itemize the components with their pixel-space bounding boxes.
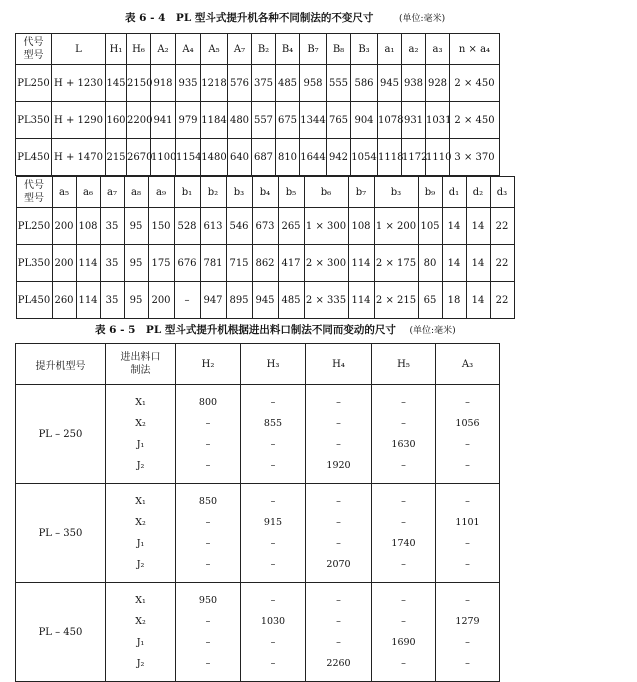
table-row-cell: 715: [226, 245, 252, 282]
table2: [15, 343, 500, 682]
table1-header-row-cell: A₄: [176, 34, 201, 65]
table-row-cell: 1100: [151, 139, 176, 176]
model-cell: PL – 350: [16, 484, 106, 583]
table-row-cell: 105: [418, 208, 442, 245]
table-row-cell: 640: [228, 139, 252, 176]
h2-cell: 950 – – –: [176, 583, 241, 682]
table1-header-row-2: [16, 177, 514, 208]
table1-header-row-cell: H₁: [106, 34, 127, 65]
table-row-cell: 947: [200, 282, 226, 319]
table-row-cell: 114: [76, 282, 100, 319]
table-row-cell: 150: [148, 208, 174, 245]
table-row-cell: 673: [252, 208, 278, 245]
table1-header-row-2-cell: b₇: [348, 177, 374, 208]
table1-header-row-2-cell: b₂: [200, 177, 226, 208]
table1-header-row-2-cell: b₁: [174, 177, 200, 208]
table-row-cell: 945: [252, 282, 278, 319]
table-row-cell: 765: [327, 102, 351, 139]
table1-header-row-2-cell: b₃: [226, 177, 252, 208]
table-row-cell: 945: [378, 65, 402, 102]
table-row-cell: 935: [176, 65, 201, 102]
table-row-cell: 1 × 200: [374, 208, 418, 245]
table1-header-row-cell: B₇: [300, 34, 327, 65]
table-row: [16, 245, 514, 282]
h5-cell: – – 1740 –: [372, 484, 436, 583]
a3-cell: – 1056 – –: [436, 385, 500, 484]
table2-header-cell: H₄: [306, 344, 372, 385]
table-row-cell: –: [174, 282, 200, 319]
table-row-cell: 1184: [201, 102, 228, 139]
table1-header-row-2-cell: a₆: [76, 177, 100, 208]
table-row-cell: 1218: [201, 65, 228, 102]
table1-header-row-2-cell: a₈: [124, 177, 148, 208]
table-row-cell: PL350: [16, 102, 52, 139]
table1: [15, 33, 509, 319]
table2-unit: (单位:毫米): [409, 326, 456, 336]
table-row-cell: 918: [151, 65, 176, 102]
table-row-cell: 555: [327, 65, 351, 102]
h5-cell: – – 1630 –: [372, 385, 436, 484]
table-row-cell: 22: [490, 245, 514, 282]
h3-cell: – 1030 – –: [241, 583, 306, 682]
table2-header-cell: H₅: [372, 344, 436, 385]
table2-header-cell: H₃: [241, 344, 306, 385]
table1-header-row-cell: A₂: [151, 34, 176, 65]
table-row-cell: 14: [466, 245, 490, 282]
table1-header-row-cell: n × a₄: [450, 34, 500, 65]
table-row-cell: 931: [402, 102, 426, 139]
table-row-cell: 114: [348, 282, 374, 319]
table-row-cell: 95: [124, 245, 148, 282]
method-cell: X₁ X₂ J₁ J₂: [106, 583, 176, 682]
a3-cell: – 1279 – –: [436, 583, 500, 682]
h4-cell: – – – 1920: [306, 385, 372, 484]
table-row-cell: 1172: [402, 139, 426, 176]
table1-header-row-2-cell: d₂: [466, 177, 490, 208]
table-row-cell: 108: [348, 208, 374, 245]
table-row-cell: PL450: [16, 282, 52, 319]
table-row: [16, 282, 514, 319]
table-row: [16, 484, 500, 583]
table-row-cell: 485: [276, 65, 300, 102]
table-row-cell: 175: [148, 245, 174, 282]
table1-header-row-2-cell: b₄: [252, 177, 278, 208]
table-row-cell: 160: [106, 102, 127, 139]
table-row: [16, 208, 514, 245]
model-cell: PL – 250: [16, 385, 106, 484]
table-row-cell: 200: [148, 282, 174, 319]
table-row-cell: 1154: [176, 139, 201, 176]
table1-header-row-cell: B₈: [327, 34, 351, 65]
table1-header-row-cell: B₄: [276, 34, 300, 65]
table1-header-row-2-cell: a₉: [148, 177, 174, 208]
table1-header-row-2-cell: b₃: [374, 177, 418, 208]
table-row-cell: 1110: [426, 139, 450, 176]
table-row-cell: 904: [351, 102, 378, 139]
table1-header-row-cell: B₃: [351, 34, 378, 65]
table-row-cell: 675: [276, 102, 300, 139]
table-row-cell: 35: [100, 245, 124, 282]
table1-header-row-cell: a₁: [378, 34, 402, 65]
table2-header-cell: 进出料口 制法: [106, 344, 176, 385]
table2-header-cell: A₃: [436, 344, 500, 385]
a3-cell: – 1101 – –: [436, 484, 500, 583]
table-row-cell: 200: [52, 208, 76, 245]
table1-header-row-cell: L: [52, 34, 106, 65]
table-row-cell: 145: [106, 65, 127, 102]
table-row-cell: 22: [490, 208, 514, 245]
table-row-cell: 557: [252, 102, 276, 139]
table-row-cell: 18: [442, 282, 466, 319]
table2-caption: 表 6 - 5 PL 型斗式提升机根据进出料口制法不同而变动的尺寸 (单位:毫米): [95, 324, 456, 336]
table-row-cell: 810: [276, 139, 300, 176]
table-row-cell: H + 1230: [52, 65, 106, 102]
table-row-cell: 480: [228, 102, 252, 139]
table-row-cell: 1118: [378, 139, 402, 176]
table-row-cell: 2 × 215: [374, 282, 418, 319]
h5-cell: – – 1690 –: [372, 583, 436, 682]
table-row: [16, 65, 500, 102]
method-cell: X₁ X₂ J₁ J₂: [106, 484, 176, 583]
table1-header-row-cell: a₃: [426, 34, 450, 65]
table2-header-cell: 提升机型号: [16, 344, 106, 385]
table-row: [16, 102, 500, 139]
table-row: [16, 385, 500, 484]
table-row-cell: 938: [402, 65, 426, 102]
table-row: [16, 139, 500, 176]
table1-header-row-cell: B₂: [252, 34, 276, 65]
table1-header-row-cell: A₅: [201, 34, 228, 65]
table-row-cell: 958: [300, 65, 327, 102]
table-row-cell: 95: [124, 208, 148, 245]
table1-header-row-cell: H₆: [127, 34, 151, 65]
h3-cell: – 855 – –: [241, 385, 306, 484]
table1-header-row-2-cell: a₇: [100, 177, 124, 208]
table-row-cell: 2 × 300: [304, 245, 348, 282]
table-row-cell: PL350: [16, 245, 52, 282]
h2-cell: 850 – – –: [176, 484, 241, 583]
h3-cell: – 915 – –: [241, 484, 306, 583]
h4-cell: – – – 2070: [306, 484, 372, 583]
table-row-cell: 928: [426, 65, 450, 102]
table1-header-row-2-cell: b₅: [278, 177, 304, 208]
table-row: [16, 583, 500, 682]
table1-caption: 表 6 - 4 PL 型斗式提升机各种不同制法的不变尺寸 (单位:毫米): [125, 12, 446, 24]
table1-header-row-2-cell: a₅: [52, 177, 76, 208]
method-cell: X₁ X₂ J₁ J₂: [106, 385, 176, 484]
table-row-cell: 895: [226, 282, 252, 319]
table1-header-row-2-cell: d₃: [490, 177, 514, 208]
table1-part2: [16, 176, 515, 319]
table-row-cell: PL450: [16, 139, 52, 176]
table-row-cell: 1644: [300, 139, 327, 176]
table1-block2: [16, 176, 500, 320]
table-row-cell: 200: [52, 245, 76, 282]
table-row-cell: 942: [327, 139, 351, 176]
table-row-cell: 22: [490, 282, 514, 319]
h2-cell: 800 – – –: [176, 385, 241, 484]
table2-header-cell: H₂: [176, 344, 241, 385]
table-row-cell: 14: [442, 245, 466, 282]
table-row-cell: PL250: [16, 208, 52, 245]
h4-cell: – – – 2260: [306, 583, 372, 682]
table-row-cell: 2670: [127, 139, 151, 176]
table-row-cell: H + 1290: [52, 102, 106, 139]
table1-header-row-cell: A₇: [228, 34, 252, 65]
table-row-cell: 979: [176, 102, 201, 139]
table-row-cell: 2 × 335: [304, 282, 348, 319]
table-row-cell: 95: [124, 282, 148, 319]
table-row-cell: 14: [466, 282, 490, 319]
table-row-cell: 1480: [201, 139, 228, 176]
table-row-cell: 108: [76, 208, 100, 245]
table1-header-row-2-cell: d₁: [442, 177, 466, 208]
table-row-cell: 1031: [426, 102, 450, 139]
table1-header-row-cell: 代号 型号: [16, 34, 52, 65]
table1-header-row-2-cell: 代号 型号: [16, 177, 52, 208]
table-row-cell: 528: [174, 208, 200, 245]
table-row-cell: 2 × 175: [374, 245, 418, 282]
table-row-cell: 260: [52, 282, 76, 319]
table-row-cell: 1078: [378, 102, 402, 139]
table1-header-row-2-cell: b₉: [418, 177, 442, 208]
table-row-cell: 375: [252, 65, 276, 102]
table-row-cell: 613: [200, 208, 226, 245]
table-row-cell: 114: [348, 245, 374, 282]
table-row-cell: PL250: [16, 65, 52, 102]
table1-header-row: [16, 34, 500, 65]
table-row-cell: 65: [418, 282, 442, 319]
table-row-cell: 781: [200, 245, 226, 282]
table-row-cell: 215: [106, 139, 127, 176]
table-row-cell: 417: [278, 245, 304, 282]
table-row-cell: 2200: [127, 102, 151, 139]
table-row-cell: 35: [100, 208, 124, 245]
table-row-cell: 2 × 450: [450, 102, 500, 139]
table1-header-row-cell: a₂: [402, 34, 426, 65]
table-row-cell: H + 1470: [52, 139, 106, 176]
table-row-cell: 485: [278, 282, 304, 319]
table-row-cell: 35: [100, 282, 124, 319]
table-row-cell: 14: [442, 208, 466, 245]
model-cell: PL – 450: [16, 583, 106, 682]
table-row-cell: 3 × 370: [450, 139, 500, 176]
table-row-cell: 1344: [300, 102, 327, 139]
table-row-cell: 114: [76, 245, 100, 282]
table1-unit: (单位:毫米): [399, 14, 446, 24]
table-row-cell: 2 × 450: [450, 65, 500, 102]
table-row-cell: 546: [226, 208, 252, 245]
table-row-cell: 2150: [127, 65, 151, 102]
table-row-cell: 265: [278, 208, 304, 245]
table-row-cell: 576: [228, 65, 252, 102]
table-row-cell: 941: [151, 102, 176, 139]
table-row-cell: 586: [351, 65, 378, 102]
table-row-cell: 1054: [351, 139, 378, 176]
table-row-cell: 14: [466, 208, 490, 245]
table-row-cell: 80: [418, 245, 442, 282]
table-row-cell: 687: [252, 139, 276, 176]
table-row-cell: 1 × 300: [304, 208, 348, 245]
table1-header-row-2-cell: b₆: [304, 177, 348, 208]
table-row-cell: 676: [174, 245, 200, 282]
table2-header-row: [16, 344, 500, 385]
table-row-cell: 862: [252, 245, 278, 282]
